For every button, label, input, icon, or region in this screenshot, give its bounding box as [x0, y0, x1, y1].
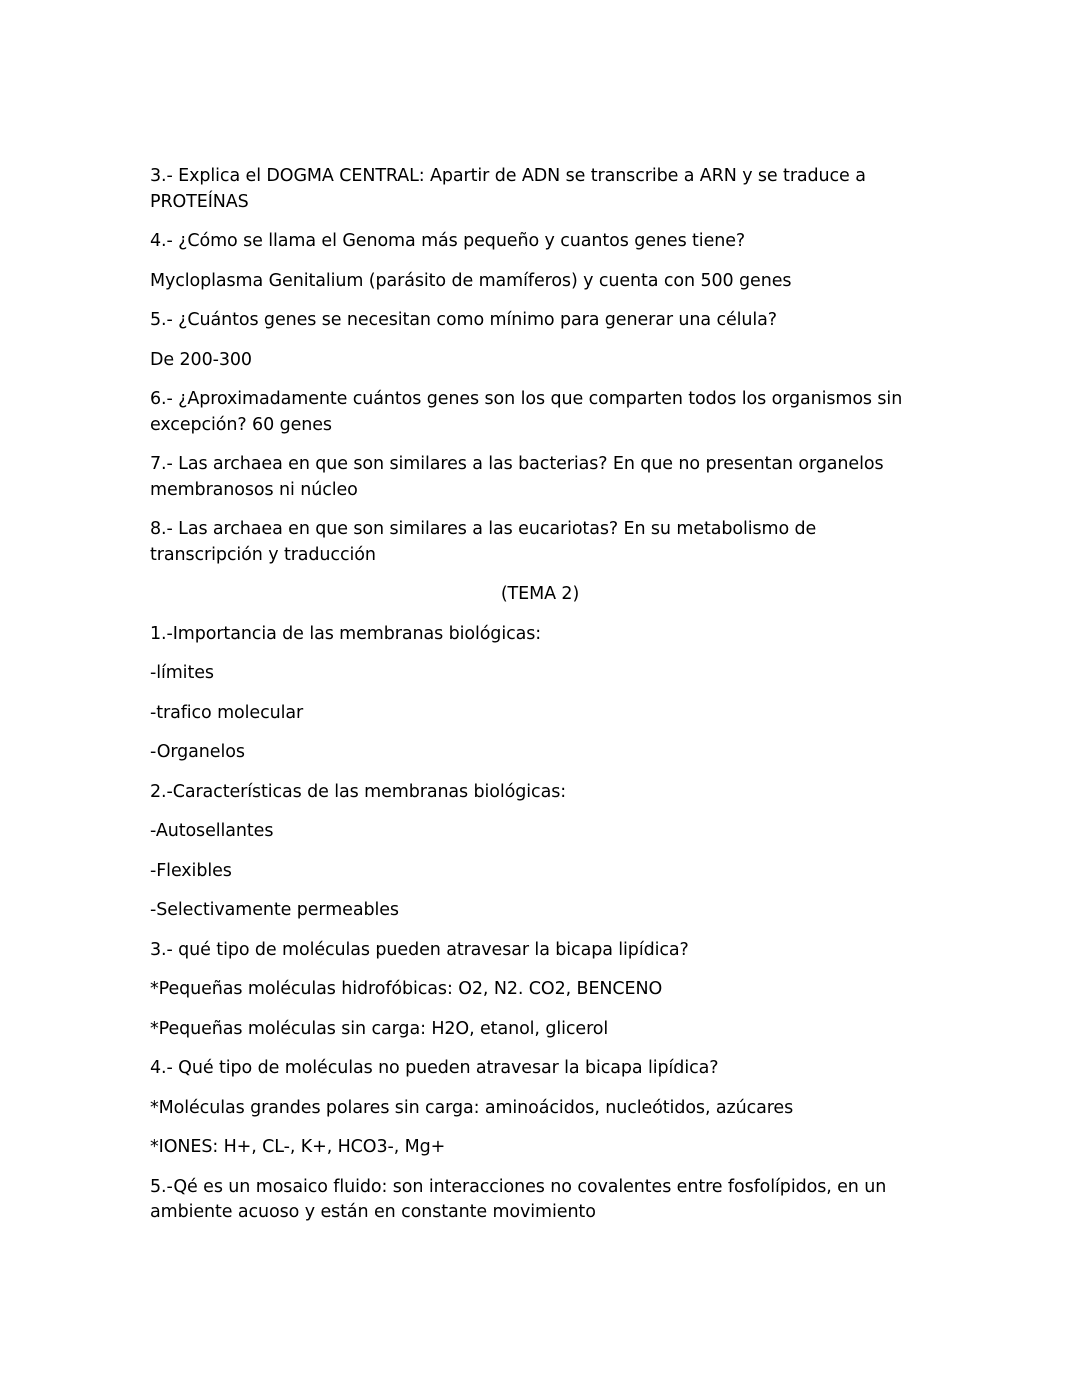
answer-smallest-genome: Mycloplasma Genitalium (parásito de mamíferos) y cuenta con 500 genes — [150, 270, 792, 291]
question-molecules-cross: 3.- qué tipo de moléculas pueden atravesar la bicapa lipídica? — [150, 939, 689, 960]
section-heading-tema-2: (TEMA 2) — [500, 584, 580, 604]
document-body — [150, 164, 930, 1240]
question-membrane-characteristics: 2.-Características de las membranas biológicas: — [150, 781, 567, 802]
list-item: -Organelos — [150, 742, 245, 762]
list-item: -Flexibles — [150, 860, 232, 881]
question-shared-genes: 6.- ¿Aproximadamente cuántos genes son los que comparten todos los organismos sin excepción? 60 genes — [150, 389, 903, 435]
question-minimum-genes: 5.- ¿Cuántos genes se necesitan como mínimo para generar una célula? — [150, 310, 777, 330]
list-item: -Autosellantes — [150, 821, 274, 841]
question-dogma-central: 3.- Explica el DOGMA CENTRAL: Apartir de ADN se transcribe a ARN y se traduce a PROTEÍNAS — [150, 166, 866, 212]
question-archaea-eukaryotes: 8.- Las archaea en que son similares a las eucariotas? En su metabolismo de transcripción y traducción — [150, 519, 817, 565]
list-item: -Selectivamente permeables — [150, 900, 399, 920]
list-item: *Pequeñas moléculas hidrofóbicas: O2, N2. CO2, BENCENO — [150, 979, 663, 999]
question-fluid-mosaic: 5.-Qé es un mosaico fluido: son interacciones no covalentes entre fosfolípidos, en un ambiente acuoso y están en constante movimiento — [150, 1176, 887, 1222]
question-smallest-genome: 4.- ¿Cómo se llama el Genoma más pequeño y cuantos genes tiene? — [150, 231, 746, 251]
question-molecules-not-cross: 4.- Qué tipo de moléculas no pueden atravesar la bicapa lipídica? — [150, 1058, 719, 1078]
answer-minimum-genes: De 200-300 — [150, 349, 252, 370]
question-archaea-bacteria: 7.- Las archaea en que son similares a las bacterias? En que no presentan organelos membranosos ni núcleo — [150, 454, 884, 500]
list-item: *Moléculas grandes polares sin carga: aminoácidos, nucleótidos, azúcares — [150, 1097, 794, 1118]
question-membrane-importance: 1.-Importancia de las membranas biológicas: — [150, 623, 542, 644]
list-item: *IONES: H+, CL-, K+, HCO3-, Mg+ — [150, 1137, 446, 1157]
list-item: -trafico molecular — [150, 702, 304, 723]
list-item: *Pequeñas moléculas sin carga: H2O, etanol, glicerol — [150, 1018, 609, 1039]
list-item: -límites — [150, 663, 214, 683]
